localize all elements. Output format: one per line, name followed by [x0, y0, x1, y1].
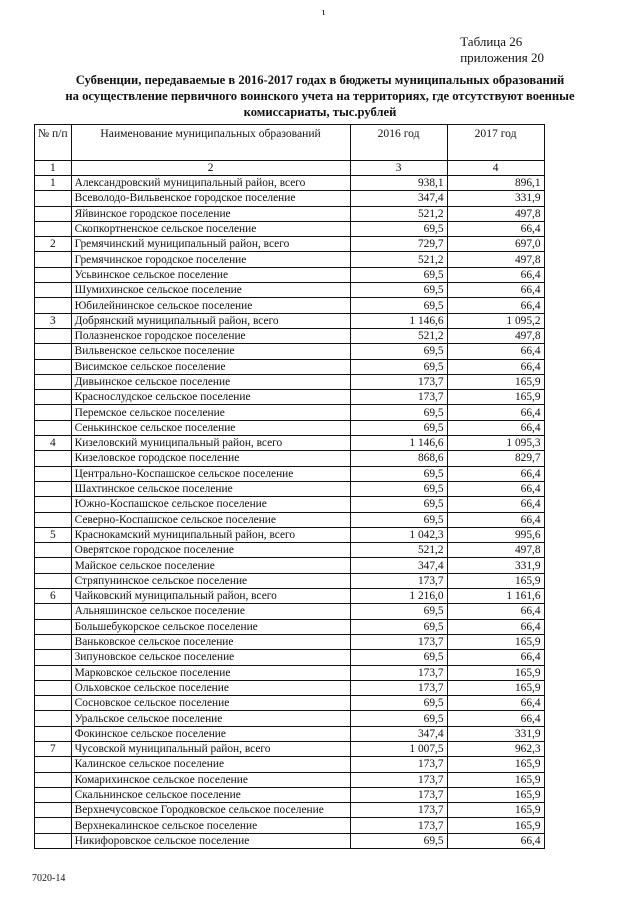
row-number: 2: [35, 237, 72, 252]
table-row: [35, 543, 545, 558]
municipality-name: Всеволодо-Вильвенское городское поселение: [71, 191, 350, 206]
row-number: 3: [35, 313, 72, 328]
value-2017: 66,4: [447, 512, 544, 527]
table-row: [35, 420, 545, 435]
row-number: [35, 390, 72, 405]
municipality-name: Комарихинское сельское поселение: [71, 772, 350, 787]
value-2016: 1 216,0: [350, 589, 447, 604]
value-2017: 66,4: [447, 221, 544, 236]
row-number: 6: [35, 589, 72, 604]
row-number: [35, 772, 72, 787]
row-number: [35, 818, 72, 833]
table-row: [35, 741, 545, 756]
row-number: [35, 833, 72, 848]
value-2017: 165,9: [447, 772, 544, 787]
value-2016: 69,5: [350, 481, 447, 496]
value-2017: 829,7: [447, 451, 544, 466]
municipality-name: Александровский муниципальный район, всего: [71, 176, 350, 191]
value-2016: 173,7: [350, 374, 447, 389]
municipality-name: Северно-Коспашское сельское поселение: [71, 512, 350, 527]
table-row: [35, 497, 545, 512]
row-number: [35, 405, 72, 420]
value-2017: 1 095,2: [447, 313, 544, 328]
municipality-name: Ольховское сельское поселение: [71, 680, 350, 695]
row-number: [35, 298, 72, 313]
table-row: [35, 772, 545, 787]
table-row: [35, 237, 545, 252]
row-number: [35, 374, 72, 389]
header-number: № п/п: [35, 125, 72, 161]
table-row: [35, 283, 545, 298]
column-index: 1: [35, 161, 72, 176]
table-row: [35, 634, 545, 649]
value-2016: 173,7: [350, 665, 447, 680]
value-2017: 165,9: [447, 665, 544, 680]
table-row: [35, 390, 545, 405]
row-number: 5: [35, 527, 72, 542]
value-2016: 868,6: [350, 451, 447, 466]
table-body: [35, 176, 545, 849]
value-2016: 69,5: [350, 696, 447, 711]
value-2017: 66,4: [447, 359, 544, 374]
value-2016: 173,7: [350, 680, 447, 695]
value-2016: 173,7: [350, 787, 447, 802]
value-2016: 69,5: [350, 344, 447, 359]
value-2017: 995,6: [447, 527, 544, 542]
value-2017: 66,4: [447, 481, 544, 496]
row-number: [35, 680, 72, 695]
municipality-name: Добрянский муниципальный район, всего: [71, 313, 350, 328]
value-2017: 66,4: [447, 497, 544, 512]
row-number: [35, 573, 72, 588]
document-title: [20, 72, 620, 120]
table-row: [35, 191, 545, 206]
row-number: [35, 665, 72, 680]
municipality-name: Стряпунинское сельское поселение: [71, 573, 350, 588]
municipality-name: Сенькинское сельское поселение: [71, 420, 350, 435]
value-2017: 66,4: [447, 420, 544, 435]
header-2017: 2017 год: [447, 125, 544, 161]
row-number: [35, 451, 72, 466]
value-2017: 165,9: [447, 757, 544, 772]
table-row: [35, 512, 545, 527]
value-2016: 69,5: [350, 619, 447, 634]
municipality-name: Марковское сельское поселение: [71, 665, 350, 680]
municipality-name: Гремячинский муниципальный район, всего: [71, 237, 350, 252]
value-2017: 331,9: [447, 191, 544, 206]
row-number: [35, 604, 72, 619]
value-2016: 173,7: [350, 390, 447, 405]
header-2016: 2016 год: [350, 125, 447, 161]
table-row: [35, 436, 545, 451]
value-2017: 66,4: [447, 650, 544, 665]
value-2017: 66,4: [447, 283, 544, 298]
value-2017: 165,9: [447, 390, 544, 405]
value-2017: 165,9: [447, 374, 544, 389]
municipality-name: Чайковский муниципальный район, всего: [71, 589, 350, 604]
value-2017: 1 161,6: [447, 589, 544, 604]
municipality-name: Калинское сельское поселение: [71, 757, 350, 772]
row-number: [35, 650, 72, 665]
value-2016: 173,7: [350, 757, 447, 772]
value-2016: 173,7: [350, 634, 447, 649]
table-row: [35, 313, 545, 328]
value-2017: 66,4: [447, 619, 544, 634]
table-row: [35, 558, 545, 573]
appendix-reference: приложения 20: [460, 50, 544, 65]
title-line-3: комиссариаты, тыс.рублей: [243, 105, 397, 119]
row-number: [35, 481, 72, 496]
value-2016: 173,7: [350, 772, 447, 787]
municipality-name: Верхнекалинское сельское поселение: [71, 818, 350, 833]
column-index: 3: [350, 161, 447, 176]
value-2017: 66,4: [447, 833, 544, 848]
value-2017: 962,3: [447, 741, 544, 756]
value-2017: 497,8: [447, 252, 544, 267]
table-row: [35, 726, 545, 741]
row-number: [35, 497, 72, 512]
table-row: [35, 466, 545, 481]
table-row: [35, 803, 545, 818]
table-row: [35, 206, 545, 221]
value-2016: 69,5: [350, 833, 447, 848]
table-row: [35, 650, 545, 665]
column-index: 2: [71, 161, 350, 176]
value-2016: 173,7: [350, 803, 447, 818]
value-2017: 497,8: [447, 543, 544, 558]
value-2017: 165,9: [447, 787, 544, 802]
value-2017: 66,4: [447, 711, 544, 726]
municipality-name: Яйвинское городское поселение: [71, 206, 350, 221]
row-number: [35, 619, 72, 634]
municipality-name: Майское сельское поселение: [71, 558, 350, 573]
row-number: [35, 328, 72, 343]
row-number: [35, 344, 72, 359]
value-2017: 66,4: [447, 267, 544, 282]
title-line-1: Субвенции, передаваемые в 2016-2017 годах в бюджеты муниципальных образований: [75, 73, 565, 87]
row-number: [35, 466, 72, 481]
municipality-name: Юбилейнинское сельское поселение: [71, 298, 350, 313]
value-2017: 331,9: [447, 558, 544, 573]
municipality-name: Оверятское городское поселение: [71, 543, 350, 558]
row-number: [35, 191, 72, 206]
municipality-name: Перемское сельское поселение: [71, 405, 350, 420]
municipality-name: Уральское сельское поселение: [71, 711, 350, 726]
table-row: [35, 328, 545, 343]
municipality-name: Фокинское сельское поселение: [71, 726, 350, 741]
value-2016: 69,5: [350, 405, 447, 420]
value-2017: 165,9: [447, 634, 544, 649]
value-2016: 1 007,5: [350, 741, 447, 756]
municipality-name: Гремячинское городское поселение: [71, 252, 350, 267]
table-row: [35, 665, 545, 680]
table-number: Таблица 26: [460, 34, 523, 49]
value-2016: 173,7: [350, 818, 447, 833]
row-number: [35, 558, 72, 573]
row-number: [35, 206, 72, 221]
value-2017: 697,0: [447, 237, 544, 252]
row-number: 1: [35, 176, 72, 191]
value-2016: 1 146,6: [350, 313, 447, 328]
table-row: [35, 787, 545, 802]
table-row: [35, 405, 545, 420]
value-2017: 66,4: [447, 405, 544, 420]
table-row: [35, 298, 545, 313]
value-2016: 521,2: [350, 206, 447, 221]
table-row: [35, 481, 545, 496]
table-row: [35, 696, 545, 711]
table-row: [35, 344, 545, 359]
municipality-name: Сосновское сельское поселение: [71, 696, 350, 711]
value-2016: 521,2: [350, 328, 447, 343]
row-number: 4: [35, 436, 72, 451]
value-2016: 1 042,3: [350, 527, 447, 542]
row-number: [35, 420, 72, 435]
value-2017: 66,4: [447, 604, 544, 619]
value-2016: 69,5: [350, 650, 447, 665]
row-number: 7: [35, 741, 72, 756]
municipality-name: Шахтинское сельское поселение: [71, 481, 350, 496]
value-2017: 1 095,3: [447, 436, 544, 451]
value-2016: 521,2: [350, 252, 447, 267]
municipality-name: Краснокамский муниципальный район, всего: [71, 527, 350, 542]
municipality-name: Кизеловское городское поселение: [71, 451, 350, 466]
row-number: [35, 359, 72, 374]
municipality-name: Скальнинское сельское поселение: [71, 787, 350, 802]
row-number: [35, 267, 72, 282]
value-2016: 347,4: [350, 726, 447, 741]
row-number: [35, 252, 72, 267]
value-2016: 347,4: [350, 558, 447, 573]
column-index: 4: [447, 161, 544, 176]
municipality-name: Верхнечусовское Городковское сельское поселение: [71, 803, 350, 818]
value-2017: 165,9: [447, 680, 544, 695]
row-number: [35, 634, 72, 649]
footer-code: 7020-14: [32, 873, 66, 884]
municipality-name: Центрально-Коспашское сельское поселение: [71, 466, 350, 481]
value-2017: 165,9: [447, 818, 544, 833]
value-2017: 331,9: [447, 726, 544, 741]
value-2016: 69,5: [350, 420, 447, 435]
value-2016: 69,5: [350, 604, 447, 619]
table-row: [35, 619, 545, 634]
value-2016: 69,5: [350, 221, 447, 236]
municipality-name: Большебукорское сельское поселение: [71, 619, 350, 634]
value-2016: 347,4: [350, 191, 447, 206]
row-number: [35, 221, 72, 236]
table-row: [35, 818, 545, 833]
value-2016: 729,7: [350, 237, 447, 252]
table-row: [35, 359, 545, 374]
value-2016: 69,5: [350, 466, 447, 481]
row-number: [35, 696, 72, 711]
value-2017: 66,4: [447, 344, 544, 359]
table-row: [35, 176, 545, 191]
table-row: [35, 680, 545, 695]
subsidy-table: [34, 124, 545, 849]
value-2017: 66,4: [447, 298, 544, 313]
municipality-name: Скопкортненское сельское поселение: [71, 221, 350, 236]
value-2016: 69,5: [350, 267, 447, 282]
value-2016: 69,5: [350, 711, 447, 726]
table-row: [35, 604, 545, 619]
municipality-name: Альняшинское сельское поселение: [71, 604, 350, 619]
municipality-name: Усьвинское сельское поселение: [71, 267, 350, 282]
value-2016: 69,5: [350, 497, 447, 512]
row-number: [35, 726, 72, 741]
value-2017: 497,8: [447, 206, 544, 221]
table-row: [35, 573, 545, 588]
value-2016: 69,5: [350, 298, 447, 313]
municipality-name: Шумихинское сельское поселение: [71, 283, 350, 298]
municipality-name: Никифоровское сельское поселение: [71, 833, 350, 848]
row-number: [35, 803, 72, 818]
table-header-row: [35, 125, 545, 161]
municipality-name: Ваньковское сельское поселение: [71, 634, 350, 649]
value-2017: 66,4: [447, 696, 544, 711]
row-number: [35, 787, 72, 802]
value-2017: 497,8: [447, 328, 544, 343]
municipality-name: Чусовской муниципальный район, всего: [71, 741, 350, 756]
municipality-name: Дивьинское сельское поселение: [71, 374, 350, 389]
row-number: [35, 543, 72, 558]
municipality-name: Краснослудское сельское поселение: [71, 390, 350, 405]
table-row: [35, 221, 545, 236]
row-number: [35, 283, 72, 298]
table-row: [35, 267, 545, 282]
value-2016: 69,5: [350, 359, 447, 374]
page-marker: ι: [322, 6, 325, 18]
table-row: [35, 833, 545, 848]
table-row: [35, 252, 545, 267]
header-name: Наименование муниципальных образований: [71, 125, 350, 161]
municipality-name: Кизеловский муниципальный район, всего: [71, 436, 350, 451]
value-2016: 1 146,6: [350, 436, 447, 451]
table-row: [35, 711, 545, 726]
value-2016: 938,1: [350, 176, 447, 191]
municipality-name: Южно-Коспашское сельское поселение: [71, 497, 350, 512]
table-row: [35, 527, 545, 542]
value-2016: 521,2: [350, 543, 447, 558]
title-line-2: на осуществление первичного воинского учета на территориях, где отсутствуют военные: [65, 89, 575, 103]
value-2017: 896,1: [447, 176, 544, 191]
value-2017: 165,9: [447, 573, 544, 588]
municipality-name: Полазненское городское поселение: [71, 328, 350, 343]
table-row: [35, 451, 545, 466]
table-reference: [460, 34, 544, 66]
value-2016: 173,7: [350, 573, 447, 588]
municipality-name: Вильвенское сельское поселение: [71, 344, 350, 359]
value-2016: 69,5: [350, 512, 447, 527]
value-2017: 66,4: [447, 466, 544, 481]
row-number: [35, 711, 72, 726]
municipality-name: Висимское сельское поселение: [71, 359, 350, 374]
row-number: [35, 512, 72, 527]
municipality-name: Зипуновское сельское поселение: [71, 650, 350, 665]
table-row: [35, 589, 545, 604]
column-index-row: [35, 161, 545, 176]
value-2017: 165,9: [447, 803, 544, 818]
table-row: [35, 374, 545, 389]
row-number: [35, 757, 72, 772]
value-2016: 69,5: [350, 283, 447, 298]
table-row: [35, 757, 545, 772]
